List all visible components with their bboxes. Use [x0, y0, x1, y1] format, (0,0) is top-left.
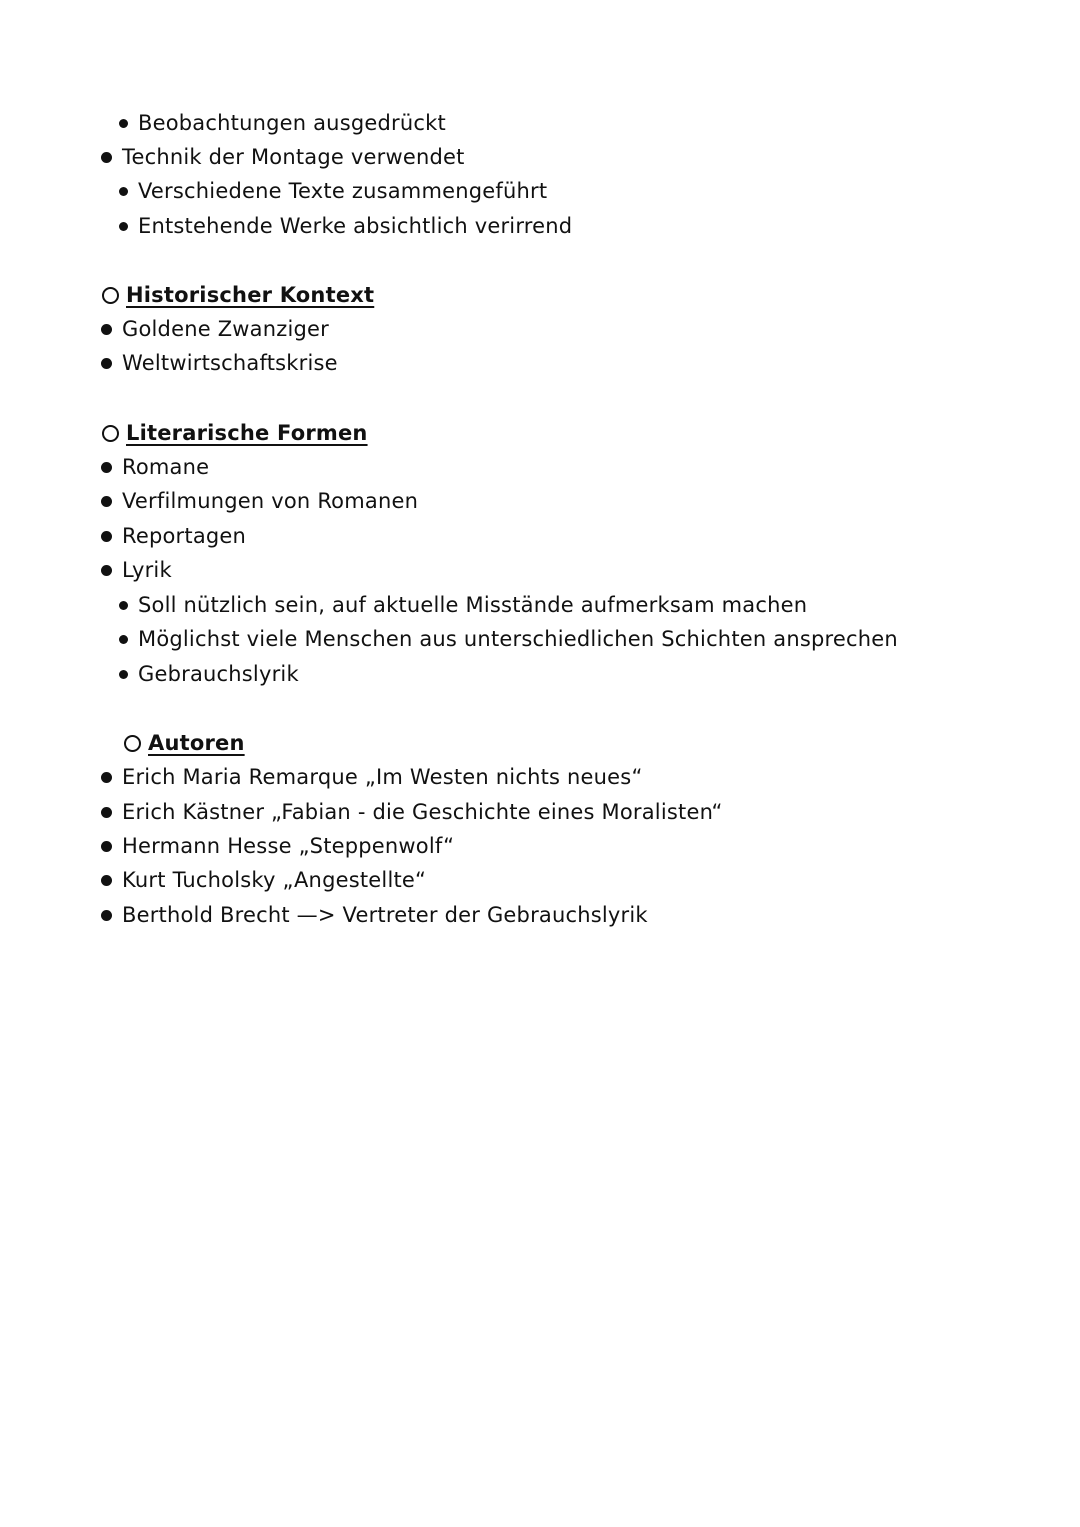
section-heading: Historischer Kontext [126, 283, 375, 307]
list-item-text: Berthold Brecht —> Vertreter der Gebrauchslyrik [122, 903, 648, 927]
bullet-icon [101, 807, 112, 818]
list-item-text: Gebrauchslyrik [138, 662, 299, 686]
list-item-text: Erich Maria Remarque „Im Westen nichts neues“ [122, 765, 643, 789]
list-item-text: Technik der Montage verwendet [122, 145, 465, 169]
circle-bullet-icon [102, 287, 119, 304]
list-item-text: Möglichst viele Menschen aus unterschiedlichen Schichten ansprechen [138, 627, 898, 651]
list-item-text: Erich Kästner „Fabian - die Geschichte eines Moralisten“ [122, 800, 723, 824]
bullet-icon [119, 601, 128, 610]
list-item-text: Goldene Zwanziger [122, 317, 329, 341]
list-item-text: Beobachtungen ausgedrückt [138, 111, 446, 135]
list-item-text: Reportagen [122, 524, 247, 548]
list-item-text: Weltwirtschaftskrise [122, 351, 338, 375]
bullet-icon [101, 910, 112, 921]
bullet-icon [119, 222, 128, 231]
bullet-icon [119, 119, 128, 128]
bullet-icon [101, 841, 112, 852]
bullet-icon [101, 565, 112, 576]
list-item-text: Romane [122, 455, 210, 479]
bullet-icon [119, 670, 128, 679]
bullet-icon [119, 187, 128, 196]
list-item-text: Verschiedene Texte zusammengeführt [138, 179, 548, 203]
bullet-icon [119, 635, 128, 644]
list-item-text: Hermann Hesse „Steppenwolf“ [122, 834, 455, 858]
circle-bullet-icon [124, 735, 141, 752]
section-heading: Literarische Formen [126, 421, 368, 445]
list-item-text: Verfilmungen von Romanen [122, 489, 419, 513]
circle-bullet-icon [102, 425, 119, 442]
bullet-icon [101, 152, 112, 163]
list-item-text: Kurt Tucholsky „Angestellte“ [122, 868, 427, 892]
bullet-icon [101, 772, 112, 783]
list-item-text: Soll nützlich sein, auf aktuelle Misstände aufmerksam machen [138, 593, 808, 617]
bullet-icon [101, 462, 112, 473]
bullet-icon [101, 324, 112, 335]
list-item-text: Entstehende Werke absichtlich verirrend [138, 214, 573, 238]
bullet-icon [101, 875, 112, 886]
section-heading: Autoren [148, 731, 245, 755]
bullet-icon [101, 531, 112, 542]
bullet-icon [101, 358, 112, 369]
bullet-icon [101, 496, 112, 507]
list-item-text: Lyrik [122, 558, 172, 582]
